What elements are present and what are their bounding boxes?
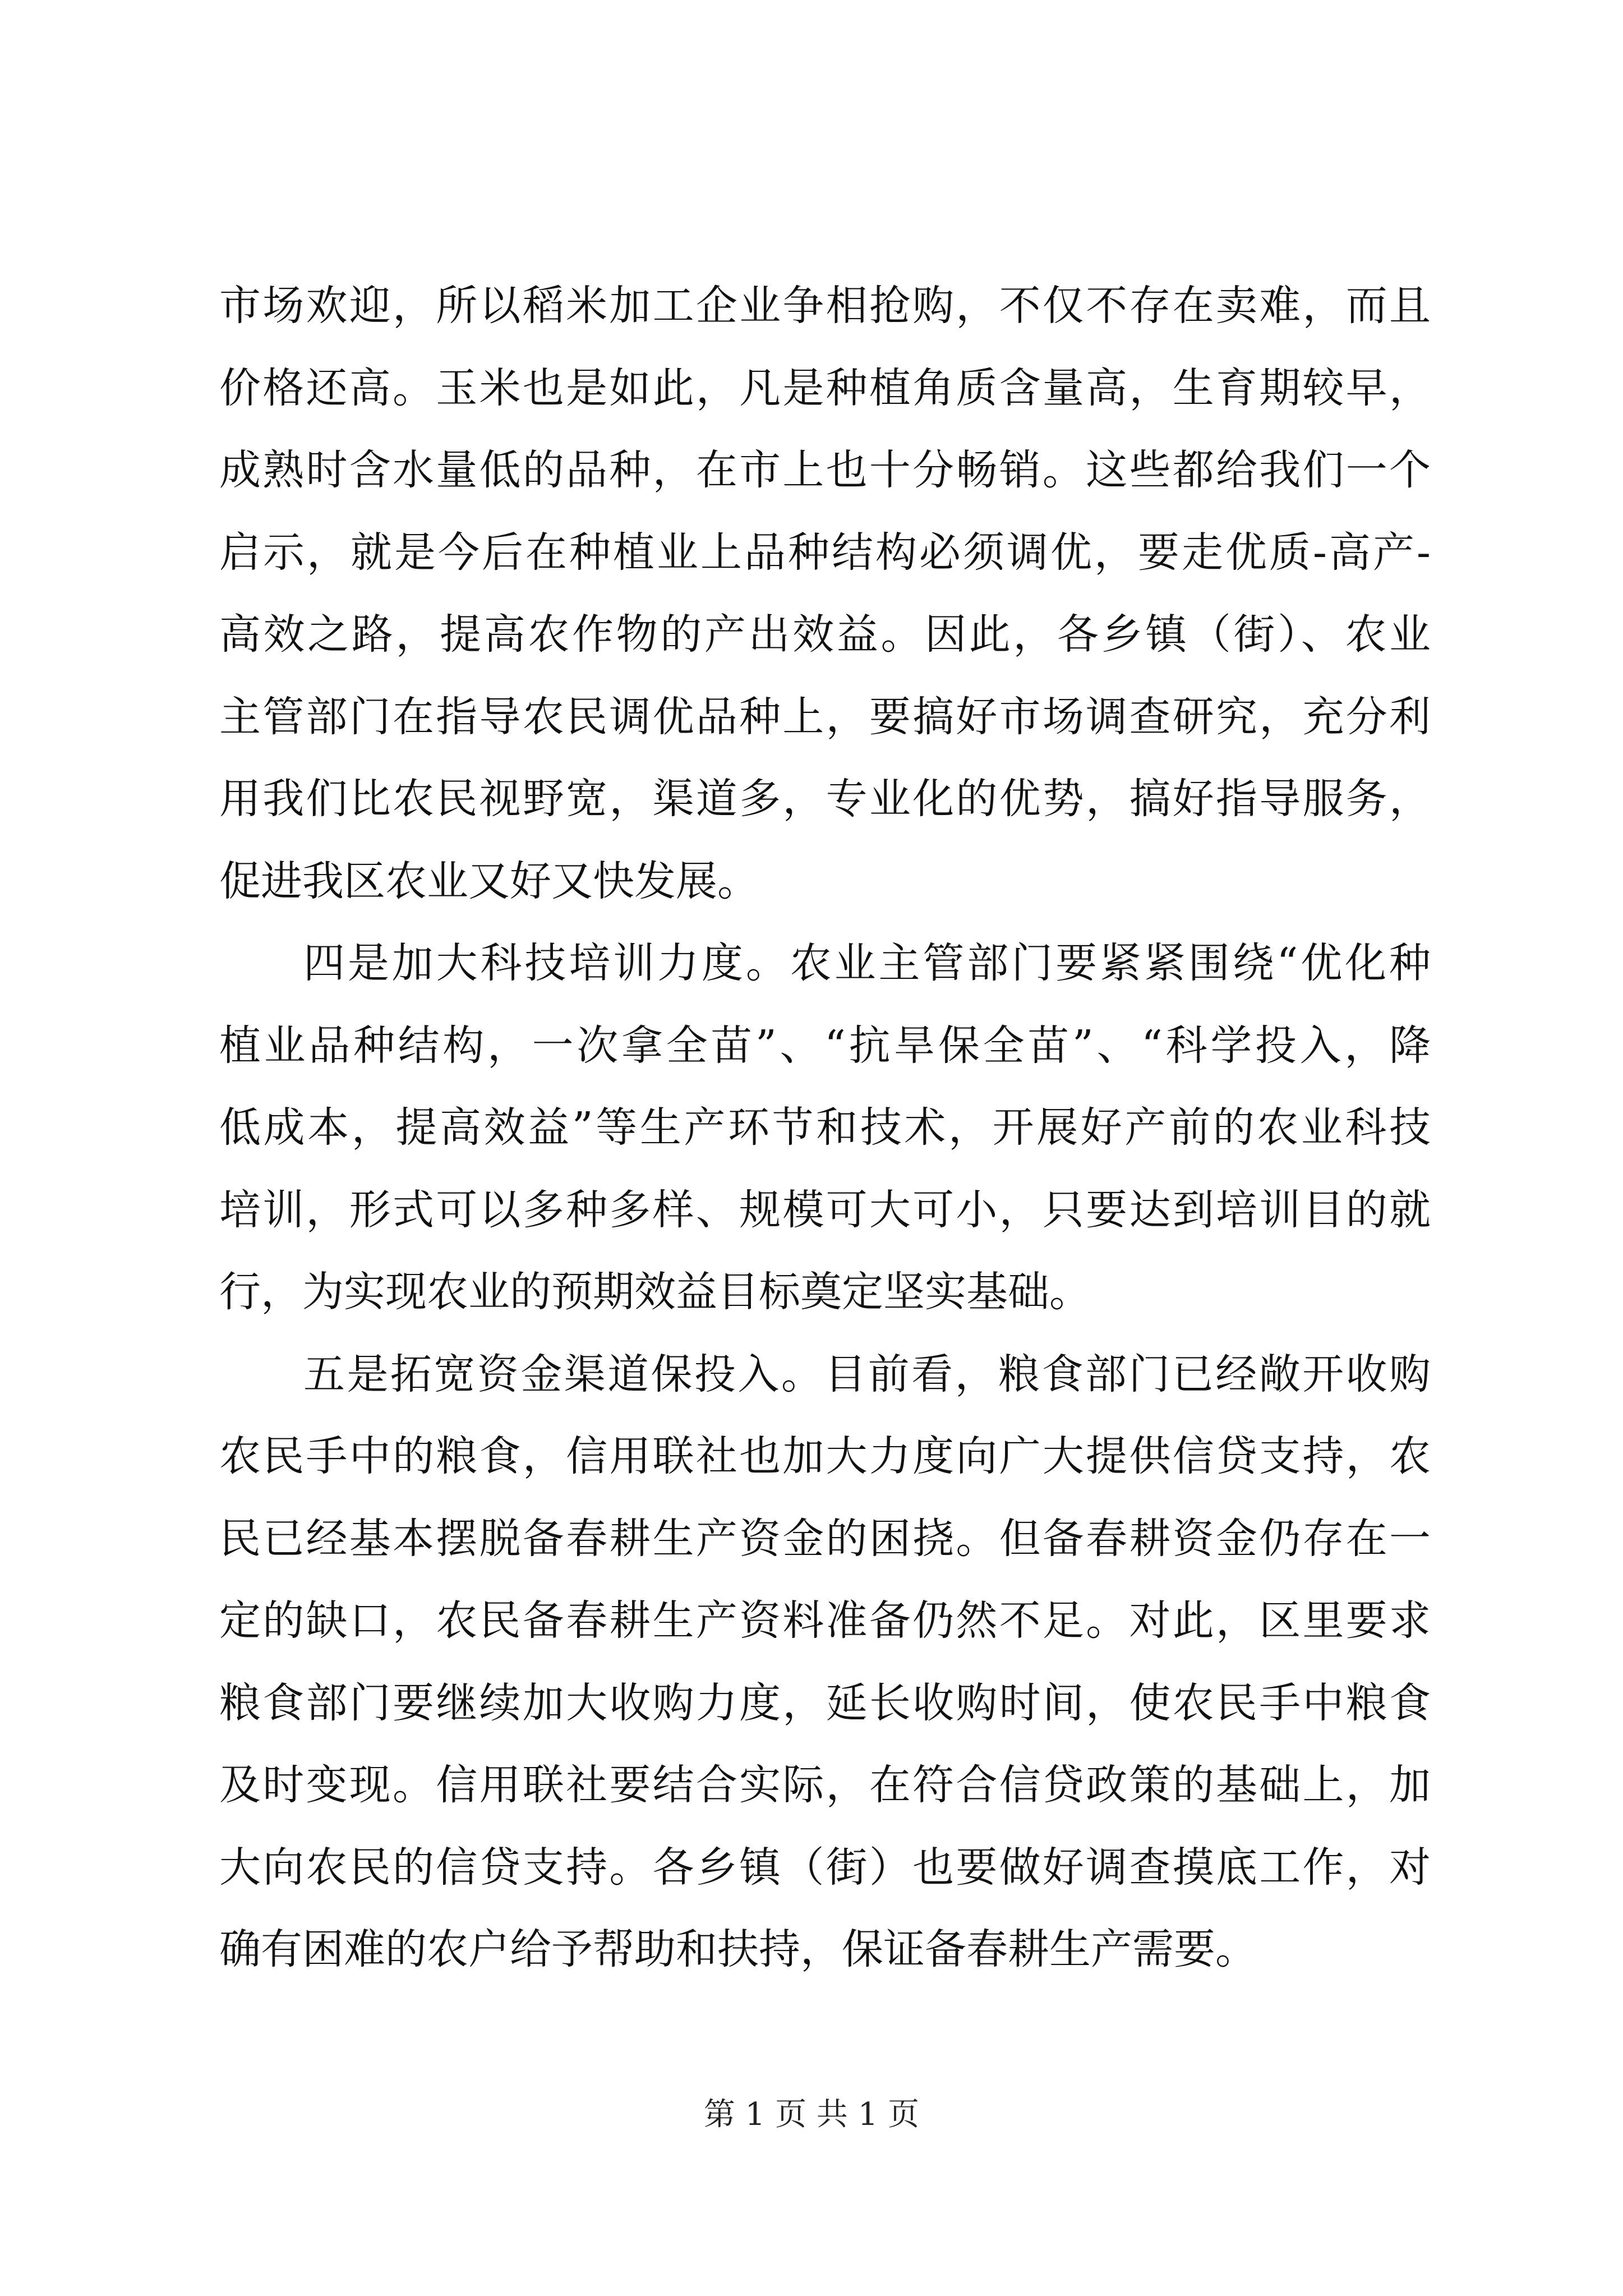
paragraph-1-line-1: 市场欢迎，所以稻米加工企业争相抢购，不仅不存在卖难，而且	[219, 282, 1431, 330]
paragraph-1-line-2: 价格还高。玉米也是如此，凡是种植角质含量高，生育期较早，	[219, 364, 1431, 412]
paragraph-3-line-7: 大向农民的信贷支持。各乡镇（街）也要做好调查摸底工作，对	[219, 1843, 1431, 1892]
paragraph-2-line-1: 四是加大科技培训力度。农业主管部门要紧紧围绕“优化种	[303, 939, 1431, 987]
document-body	[219, 265, 1431, 1991]
paragraph-3-line-5: 粮食部门要继续加大收购力度，延长收购时间，使农民手中粮食	[219, 1678, 1431, 1727]
paragraph-3-line-2: 农民手中的粮食，信用联社也加大力度向广大提供信贷支持，农	[219, 1432, 1431, 1480]
paragraph-1-line-4: 启示，就是今后在种植业上品种结构必须调优，要走优质-高产-	[219, 528, 1431, 577]
paragraph-2-line-3: 低成本，提高效益”等生产环节和技术，开展好产前的农业科技	[219, 1103, 1431, 1152]
paragraph-2-line-5: 行，为实现农业的预期效益目标奠定坚实基础。	[219, 1268, 1091, 1316]
page-number-label: 第 1 页 共 1 页	[703, 2096, 920, 2133]
paragraph-1-line-6: 主管部门在指导农民调优品种上，要搞好市场调查研究，充分利	[219, 692, 1431, 741]
paragraph-2-line-4: 培训，形式可以多种多样、规模可大可小，只要达到培训目的就	[219, 1185, 1431, 1234]
paragraph-3-line-6: 及时变现。信用联社要结合实际，在符合信贷政策的基础上，加	[219, 1761, 1431, 1809]
paragraph-3-line-4: 定的缺口，农民备春耕生产资料准备仍然不足。对此，区里要求	[219, 1596, 1431, 1645]
paragraph-1-line-7: 用我们比农民视野宽，渠道多，专业化的优势，搞好指导服务，	[219, 775, 1431, 823]
paragraph-1-line-8: 促进我区农业又好又快发展。	[219, 857, 759, 905]
paragraph-3-line-3: 民已经基本摆脱备春耕生产资金的困挠。但备春耕资金仍存在一	[219, 1514, 1431, 1563]
paragraph-1-line-3: 成熟时含水量低的品种，在市上也十分畅销。这些都给我们一个	[219, 446, 1431, 494]
paragraph-1-line-5: 高效之路，提高农作物的产出效益。因此，各乡镇（街）、农业	[219, 610, 1431, 659]
page-footer	[0, 2095, 1623, 2134]
paragraph-3-line-1: 五是拓宽资金渠道保投入。目前看，粮食部门已经敞开收购	[303, 1350, 1431, 1398]
paragraph-3-line-8: 确有困难的农户给予帮助和扶持，保证备春耕生产需要。	[219, 1925, 1257, 1973]
paragraph-2-line-2: 植业品种结构，一次拿全苗”、“抗旱保全苗”、“科学投入，降	[219, 1021, 1431, 1070]
